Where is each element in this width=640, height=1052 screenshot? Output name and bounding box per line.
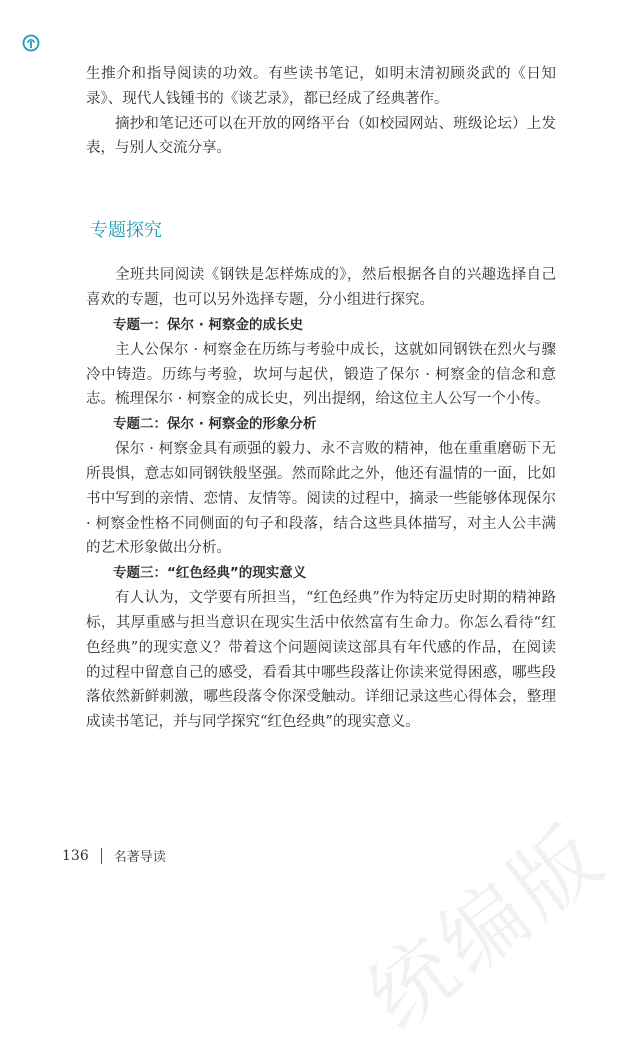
page-number: 136 xyxy=(62,847,89,864)
topic-1-body: 主人公保尔 · 柯察金在历练与考验中成长，这就如同钢铁在烈火与骤冷中铸造。历练与考验，坎坷与起伏，锻造了保尔 · 柯察金的信念和意志。梳理保尔 · 柯察金的成长史，列出提纲，给这位主人公写一个小传。 xyxy=(86,341,556,408)
publisher-logo-icon xyxy=(22,34,40,52)
section-intro: 全班共同阅读《钢铁是怎样炼成的》，然后根据各自的兴趣选择自己喜欢的专题，也可以另外选择专题，分小组进行探究。 xyxy=(86,267,556,308)
watermark: 统编版 xyxy=(349,804,623,1049)
intro-paragraph-2: 摘抄和笔记还可以在开放的网络平台（如校园网站、班级论坛）上发表，与别人交流分享。 xyxy=(86,115,556,157)
topic-1 xyxy=(86,313,556,412)
page-footer xyxy=(62,846,166,865)
intro-paragraph-1: 生推介和指导阅读的功效。有些读书笔记，如明末清初顾炎武的《日知录》、现代人钱锺书的《谈艺录》，都已经成了经典著作。 xyxy=(86,66,556,107)
topic-2 xyxy=(86,412,556,561)
topic-3 xyxy=(86,561,556,735)
page-content xyxy=(86,62,556,735)
topic-2-body: 保尔 · 柯察金具有顽强的毅力、永不言败的精神，他在重重磨砺下无所畏惧，意志如同钢铁般坚强。然而除此之外，他还有温情的一面，比如书中写到的亲情、恋情、友情等。阅读的过程中，摘录一些能够体现保尔 · 柯察金性格不同侧面的句子和段落，结合这些具体描写，对主人公丰满的艺术形象做出分析。 xyxy=(86,441,556,557)
topic-1-title: 专题一：保尔 · 柯察金的成长史 xyxy=(113,316,304,333)
footer-divider xyxy=(101,848,102,864)
topic-3-title: 专题三：“红色经典”的现实意义 xyxy=(113,565,307,582)
section-title: 专题探究 xyxy=(90,220,162,242)
book-title: 名著导读 xyxy=(113,850,166,865)
topic-2-title: 专题二：保尔 · 柯察金的形象分析 xyxy=(113,416,317,433)
topic-3-body: 有人认为，文学要有所担当，“红色经典”作为特定历史时期的精神路标，其厚重感与担当意识在现实生活中依然富有生命力。你怎么看待“红色经典”的现实意义？带着这个问题阅读这部具有年代感的作品，在阅读的过程中留意自己的感受，看看其中哪些段落让你读来觉得困惑，哪些段落依然新鲜刺激，哪些段落令你深受触动。详细记录这些心得体会，整理成读书笔记，并与同学探究“红色经典”的现实意义。 xyxy=(86,590,556,731)
